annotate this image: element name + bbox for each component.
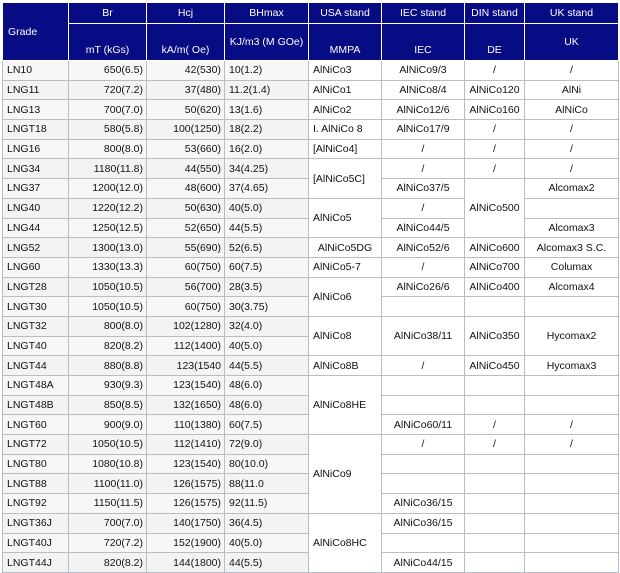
iec-cell: / [382, 159, 465, 179]
hcj-cell: 50(620) [147, 100, 225, 120]
hcj-unit: kA/m( Oe) [147, 24, 225, 61]
hcj-cell: 53(660) [147, 139, 225, 159]
uk-cell: / [525, 139, 619, 159]
hcj-cell: 48(600) [147, 179, 225, 199]
hcj-cell: 60(750) [147, 297, 225, 317]
bhmax-cell: 32(4.0) [225, 316, 309, 336]
din-cell: / [465, 415, 525, 435]
header-row [3, 3, 619, 24]
hcj-cell: 112(1410) [147, 435, 225, 455]
din-cell [465, 533, 525, 553]
hcj-cell: 100(1250) [147, 120, 225, 140]
uk-cell: Alcomax2 [525, 179, 619, 199]
uk-cell [525, 454, 619, 474]
grade-cell: LNGT92 [3, 494, 69, 514]
br-cell: 880(8.8) [69, 356, 147, 376]
usa-cell: AlNiCo3 [309, 61, 382, 81]
grade-cell: LNGT88 [3, 474, 69, 494]
bhmax-unit: KJ/m3 (M GOe) [225, 24, 309, 61]
br-cell: 700(7.0) [69, 513, 147, 533]
bhmax-cell: 44(5.5) [225, 356, 309, 376]
hcj-cell: 152(1900) [147, 533, 225, 553]
hcj-cell: 42(530) [147, 61, 225, 81]
din-cell: AlNiCo500 [465, 179, 525, 238]
iec-cell: AlNiCo52/6 [382, 238, 465, 258]
uk-cell: Columax [525, 257, 619, 277]
uk-stand-header: UK stand [525, 3, 619, 24]
br-cell: 1050(10.5) [69, 277, 147, 297]
hcj-cell: 55(690) [147, 238, 225, 258]
table-row [3, 61, 619, 81]
bhmax-cell: 80(10.0) [225, 454, 309, 474]
usa-cell: AlNiCo5 [309, 198, 382, 237]
uk-cell [525, 198, 619, 218]
din-cell: AlNiCo600 [465, 238, 525, 258]
br-cell: 1080(10.8) [69, 454, 147, 474]
table-row [3, 356, 619, 376]
uk-cell: / [525, 61, 619, 81]
br-cell: 1300(13.0) [69, 238, 147, 258]
iec-cell: / [382, 257, 465, 277]
iec-cell [382, 454, 465, 474]
hcj-cell: 37(480) [147, 80, 225, 100]
din-cell [465, 553, 525, 573]
iec-stand-header: IEC stand [382, 3, 465, 24]
iec-cell: AlNiCo9/3 [382, 61, 465, 81]
bhmax-cell: 88(11.0 [225, 474, 309, 494]
br-cell: 820(8.2) [69, 553, 147, 573]
grade-cell: LNG60 [3, 257, 69, 277]
br-cell: 720(7.2) [69, 533, 147, 553]
bhmax-cell: 40(5.0) [225, 533, 309, 553]
din-cell: / [465, 435, 525, 455]
hcj-cell: 126(1575) [147, 494, 225, 514]
hcj-cell: 110(1380) [147, 415, 225, 435]
din-cell: AlNiCo350 [465, 316, 525, 355]
uk-cell: Hycomax3 [525, 356, 619, 376]
bhmax-cell: 48(6.0) [225, 395, 309, 415]
uk-cell [525, 494, 619, 514]
grade-cell: LNG40 [3, 198, 69, 218]
hcj-cell: 123(1540) [147, 454, 225, 474]
grade-cell: LNGT48A [3, 376, 69, 396]
uk-unit: UK [525, 24, 619, 61]
bhmax-cell: 60(7.5) [225, 415, 309, 435]
din-cell: / [465, 61, 525, 81]
iec-cell: AlNiCo8/4 [382, 80, 465, 100]
bhmax-cell: 92(11.5) [225, 494, 309, 514]
table-row [3, 139, 619, 159]
bhmax-cell: 40(5.0) [225, 336, 309, 356]
bhmax-cell: 36(4.5) [225, 513, 309, 533]
iec-cell: / [382, 356, 465, 376]
bhmax-cell: 52(6.5) [225, 238, 309, 258]
table-row [3, 120, 619, 140]
grade-cell: LNGT40J [3, 533, 69, 553]
bhmax-cell: 16(2.0) [225, 139, 309, 159]
iec-unit: IEC [382, 24, 465, 61]
iec-cell: / [382, 139, 465, 159]
br-cell: 580(5.8) [69, 120, 147, 140]
grade-cell: LNGT30 [3, 297, 69, 317]
table-row [3, 100, 619, 120]
din-cell: / [465, 159, 525, 179]
hcj-cell: 102(1280) [147, 316, 225, 336]
hcj-cell: 50(630) [147, 198, 225, 218]
grade-cell: LNG13 [3, 100, 69, 120]
grade-cell: LNG16 [3, 139, 69, 159]
uk-cell [525, 533, 619, 553]
hcj-header: Hcj [147, 3, 225, 24]
iec-cell: AlNiCo38/11 [382, 316, 465, 355]
uk-cell: Alcomax3 [525, 218, 619, 238]
grade-cell: LNGT18 [3, 120, 69, 140]
bhmax-cell: 44(5.5) [225, 553, 309, 573]
br-cell: 1200(12.0) [69, 179, 147, 199]
table-row [3, 435, 619, 455]
bhmax-cell: 72(9.0) [225, 435, 309, 455]
uk-cell: AlNiCo [525, 100, 619, 120]
unit-row [3, 24, 619, 61]
br-cell: 900(9.0) [69, 415, 147, 435]
din-cell: AlNiCo700 [465, 257, 525, 277]
grade-cell: LNGT44J [3, 553, 69, 573]
br-cell: 1050(10.5) [69, 435, 147, 455]
iec-cell: AlNiCo26/6 [382, 277, 465, 297]
br-cell: 1100(11.0) [69, 474, 147, 494]
br-cell: 1220(12.2) [69, 198, 147, 218]
uk-cell: / [525, 120, 619, 140]
uk-cell [525, 395, 619, 415]
bhmax-cell: 28(3.5) [225, 277, 309, 297]
hcj-cell: 132(1650) [147, 395, 225, 415]
iec-cell [382, 395, 465, 415]
hcj-cell: 140(1750) [147, 513, 225, 533]
iec-cell: AlNiCo12/6 [382, 100, 465, 120]
bhmax-cell: 13(1.6) [225, 100, 309, 120]
bhmax-cell: 60(7.5) [225, 257, 309, 277]
table-row [3, 376, 619, 396]
iec-cell [382, 533, 465, 553]
br-cell: 800(8.0) [69, 139, 147, 159]
din-cell: AlNiCo400 [465, 277, 525, 297]
br-cell: 820(8.2) [69, 336, 147, 356]
grade-cell: LNG52 [3, 238, 69, 258]
bhmax-header: BHmax [225, 3, 309, 24]
uk-cell [525, 513, 619, 533]
hcj-cell: 52(650) [147, 218, 225, 238]
bhmax-cell: 30(3.75) [225, 297, 309, 317]
bhmax-cell: 40(5.0) [225, 198, 309, 218]
uk-cell: / [525, 435, 619, 455]
br-cell: 1180(11.8) [69, 159, 147, 179]
table-row [3, 513, 619, 533]
uk-cell [525, 376, 619, 396]
alnico-grade-table [2, 2, 619, 573]
br-cell: 1330(13.3) [69, 257, 147, 277]
hcj-cell: 126(1575) [147, 474, 225, 494]
uk-cell: / [525, 415, 619, 435]
hcj-cell: 56(700) [147, 277, 225, 297]
table-row [3, 80, 619, 100]
bhmax-cell: 10(1.2) [225, 61, 309, 81]
hcj-cell: 144(1800) [147, 553, 225, 573]
table-row [3, 238, 619, 258]
grade-cell: LNGT32 [3, 316, 69, 336]
hcj-cell: 123(1540 [147, 356, 225, 376]
usa-cell: AlNiCo5DG [309, 238, 382, 258]
usa-cell: AlNiCo2 [309, 100, 382, 120]
br-header: Br [69, 3, 147, 24]
grade-cell: LNG11 [3, 80, 69, 100]
iec-cell: / [382, 435, 465, 455]
grade-cell: LNGT44 [3, 356, 69, 376]
usa-cell: AlNiCo8 [309, 316, 382, 355]
iec-cell: AlNiCo36/15 [382, 513, 465, 533]
iec-cell [382, 297, 465, 317]
table-row [3, 159, 619, 179]
usa-cell: AlNiCo9 [309, 435, 382, 514]
uk-cell [525, 297, 619, 317]
usa-cell: AlNiCo1 [309, 80, 382, 100]
br-cell: 720(7.2) [69, 80, 147, 100]
usa-cell: AlNiCo8HE [309, 376, 382, 435]
din-cell [465, 297, 525, 317]
grade-cell: LNGT48B [3, 395, 69, 415]
uk-cell: Alcomax3 S.C. [525, 238, 619, 258]
grade-cell: LNG34 [3, 159, 69, 179]
din-cell: / [465, 120, 525, 140]
iec-cell: / [382, 198, 465, 218]
din-cell: / [465, 139, 525, 159]
din-unit: DE [465, 24, 525, 61]
table-row [3, 198, 619, 218]
iec-cell [382, 376, 465, 396]
grade-cell: LNG44 [3, 218, 69, 238]
usa-cell: AlNiCo8B [309, 356, 382, 376]
grade-cell: LNGT80 [3, 454, 69, 474]
usa-cell: [AlNiCo4] [309, 139, 382, 159]
grade-cell: LNGT40 [3, 336, 69, 356]
br-cell: 850(8.5) [69, 395, 147, 415]
grade-cell: LNGT36J [3, 513, 69, 533]
usa-unit: MMPA [309, 24, 382, 61]
grade-cell: LNGT72 [3, 435, 69, 455]
iec-cell: AlNiCo36/15 [382, 494, 465, 514]
table-row [3, 277, 619, 297]
br-cell: 930(9.3) [69, 376, 147, 396]
bhmax-cell: 34(4.25) [225, 159, 309, 179]
iec-cell: AlNiCo17/9 [382, 120, 465, 140]
iec-cell: AlNiCo60/11 [382, 415, 465, 435]
usa-cell: I. AlNiCo 8 [309, 120, 382, 140]
grade-cell: LNGT28 [3, 277, 69, 297]
usa-cell: [AlNiCo5C] [309, 159, 382, 198]
usa-stand-header: USA stand [309, 3, 382, 24]
bhmax-cell: 48(6.0) [225, 376, 309, 396]
uk-cell [525, 553, 619, 573]
uk-cell: / [525, 159, 619, 179]
hcj-cell: 112(1400) [147, 336, 225, 356]
grade-cell: LNGT60 [3, 415, 69, 435]
bhmax-cell: 37(4.65) [225, 179, 309, 199]
uk-cell [525, 474, 619, 494]
table-row [3, 257, 619, 277]
uk-cell: Hycomax2 [525, 316, 619, 355]
hcj-cell: 60(750) [147, 257, 225, 277]
br-cell: 1250(12.5) [69, 218, 147, 238]
din-cell [465, 395, 525, 415]
bhmax-cell: 11.2(1.4) [225, 80, 309, 100]
iec-cell: AlNiCo37/5 [382, 179, 465, 199]
grade-cell: LNG37 [3, 179, 69, 199]
din-cell: AlNiCo120 [465, 80, 525, 100]
br-unit: mT (kGs) [69, 24, 147, 61]
br-cell: 1150(11.5) [69, 494, 147, 514]
uk-cell: AlNi [525, 80, 619, 100]
din-cell [465, 474, 525, 494]
br-cell: 1050(10.5) [69, 297, 147, 317]
hcj-cell: 123(1540) [147, 376, 225, 396]
din-cell [465, 513, 525, 533]
br-cell: 650(6.5) [69, 61, 147, 81]
iec-cell: AlNiCo44/5 [382, 218, 465, 238]
din-cell [465, 494, 525, 514]
din-cell [465, 376, 525, 396]
grade-header: Grade [3, 3, 69, 61]
din-cell [465, 454, 525, 474]
bhmax-cell: 44(5.5) [225, 218, 309, 238]
iec-cell: AlNiCo44/15 [382, 553, 465, 573]
br-cell: 800(8.0) [69, 316, 147, 336]
uk-cell: Alcomax4 [525, 277, 619, 297]
hcj-cell: 44(550) [147, 159, 225, 179]
iec-cell [382, 474, 465, 494]
usa-cell: AlNiCo8HC [309, 513, 382, 572]
br-cell: 700(7.0) [69, 100, 147, 120]
usa-cell: AlNiCo6 [309, 277, 382, 316]
table-row [3, 316, 619, 336]
usa-cell: AlNiCo5-7 [309, 257, 382, 277]
din-cell: AlNiCo450 [465, 356, 525, 376]
din-cell: AlNiCo160 [465, 100, 525, 120]
grade-cell: LN10 [3, 61, 69, 81]
bhmax-cell: 18(2.2) [225, 120, 309, 140]
din-stand-header: DIN stand [465, 3, 525, 24]
